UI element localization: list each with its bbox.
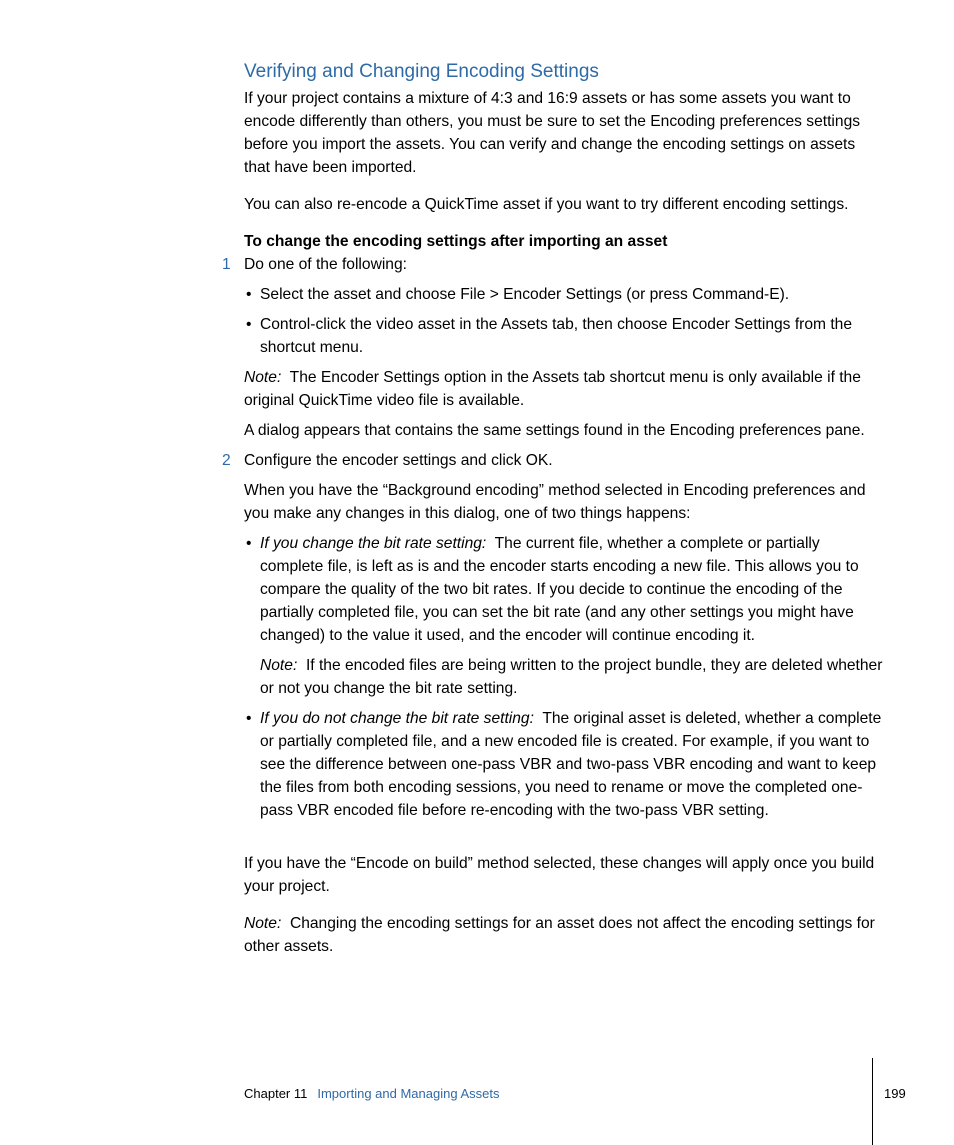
step-number: 2: [222, 452, 231, 469]
bullet-text: Control-click the video asset in the Assets tab, then choose Encoder Settings from the shortcut menu.: [260, 316, 853, 356]
note-paragraph: [244, 912, 884, 958]
task-title: To change the encoding settings after importing an asset: [244, 233, 668, 250]
body-text: [222, 87, 884, 958]
bullet-text: Select the asset and choose File > Encoder Settings (or press Command-E).: [260, 286, 790, 303]
note-text: If the encoded files are being written to the project bundle, they are deleted whether or not you change the bit rate setting.: [260, 657, 883, 697]
build-paragraph: If you have the “Encode on build” method selected, these changes will apply once you build your project.: [244, 855, 875, 895]
intro-paragraph: If your project contains a mixture of 4:3 and 16:9 assets or has some assets you want to encode differently than others, you must be sure to set the Encoding preferences settings before you import the assets. You can verify and change the encoding settings on assets that have been imported.: [244, 90, 861, 176]
list-item: [244, 313, 884, 359]
dialog-paragraph: A dialog appears that contains the same settings found in the Encoding preferences pane.: [244, 422, 865, 439]
bullet-text: The current file, whether a complete or partially complete file, is left as is and the encoder starts encoding a new file. This allows you to compare the quality of the two bit rates. If you decide to continue the encoding of the partially completed file, you can set the bit rate (and any other settings you might have changed) to the value it used, and the encoder will continue encoding it.: [260, 535, 859, 644]
bullet-icon: •: [246, 535, 252, 552]
step-2: [222, 449, 884, 472]
footer-divider: [872, 1058, 873, 1145]
note-label: Note:: [244, 369, 282, 386]
bullet-lead: If you change the bit rate setting:: [260, 535, 487, 552]
note-paragraph: [244, 654, 884, 700]
chapter-title: Importing and Managing Assets: [317, 1086, 500, 1101]
background-encoding-paragraph: When you have the “Background encoding” method selected in Encoding preferences and you make any changes in this dialog, one of two things happens:: [244, 482, 866, 522]
step-text: Configure the encoder settings and click OK.: [244, 452, 553, 469]
step-1: [222, 253, 884, 276]
note-text: The Encoder Settings option in the Assets tab shortcut menu is only available if the original QuickTime video file is available.: [244, 369, 861, 409]
list-item: [244, 707, 884, 822]
chapter-label: Chapter 11: [244, 1086, 308, 1101]
note-label: Note:: [244, 915, 282, 932]
bullet-text: The original asset is deleted, whether a complete or partially completed file, and a new encoded file is created. For example, if you want to see the difference between one-pass VBR and two-pass VBR encoding and want to keep the files from both encoding sessions, you need to rename or move the completed one-pass VBR encoded file before re-encoding with the two-pass VBR setting.: [260, 710, 882, 819]
note-text: Changing the encoding settings for an asset does not affect the encoding settings for other assets.: [244, 915, 875, 955]
step-number: 1: [222, 256, 231, 273]
note-label: Note:: [260, 657, 298, 674]
list-item: [244, 283, 884, 306]
page-number: 199: [884, 1086, 906, 1101]
bullet-icon: •: [246, 316, 252, 333]
note-paragraph: [244, 366, 884, 412]
section-heading: Verifying and Changing Encoding Settings: [244, 61, 599, 82]
step-text: Do one of the following:: [244, 256, 407, 273]
footer-chapter: [244, 1086, 499, 1101]
list-item: [244, 532, 884, 647]
bullet-icon: •: [246, 710, 252, 727]
bullet-icon: •: [246, 286, 252, 303]
bullet-lead: If you do not change the bit rate setting:: [260, 710, 534, 727]
reencode-paragraph: You can also re-encode a QuickTime asset if you want to try different encoding settings.: [244, 196, 849, 213]
